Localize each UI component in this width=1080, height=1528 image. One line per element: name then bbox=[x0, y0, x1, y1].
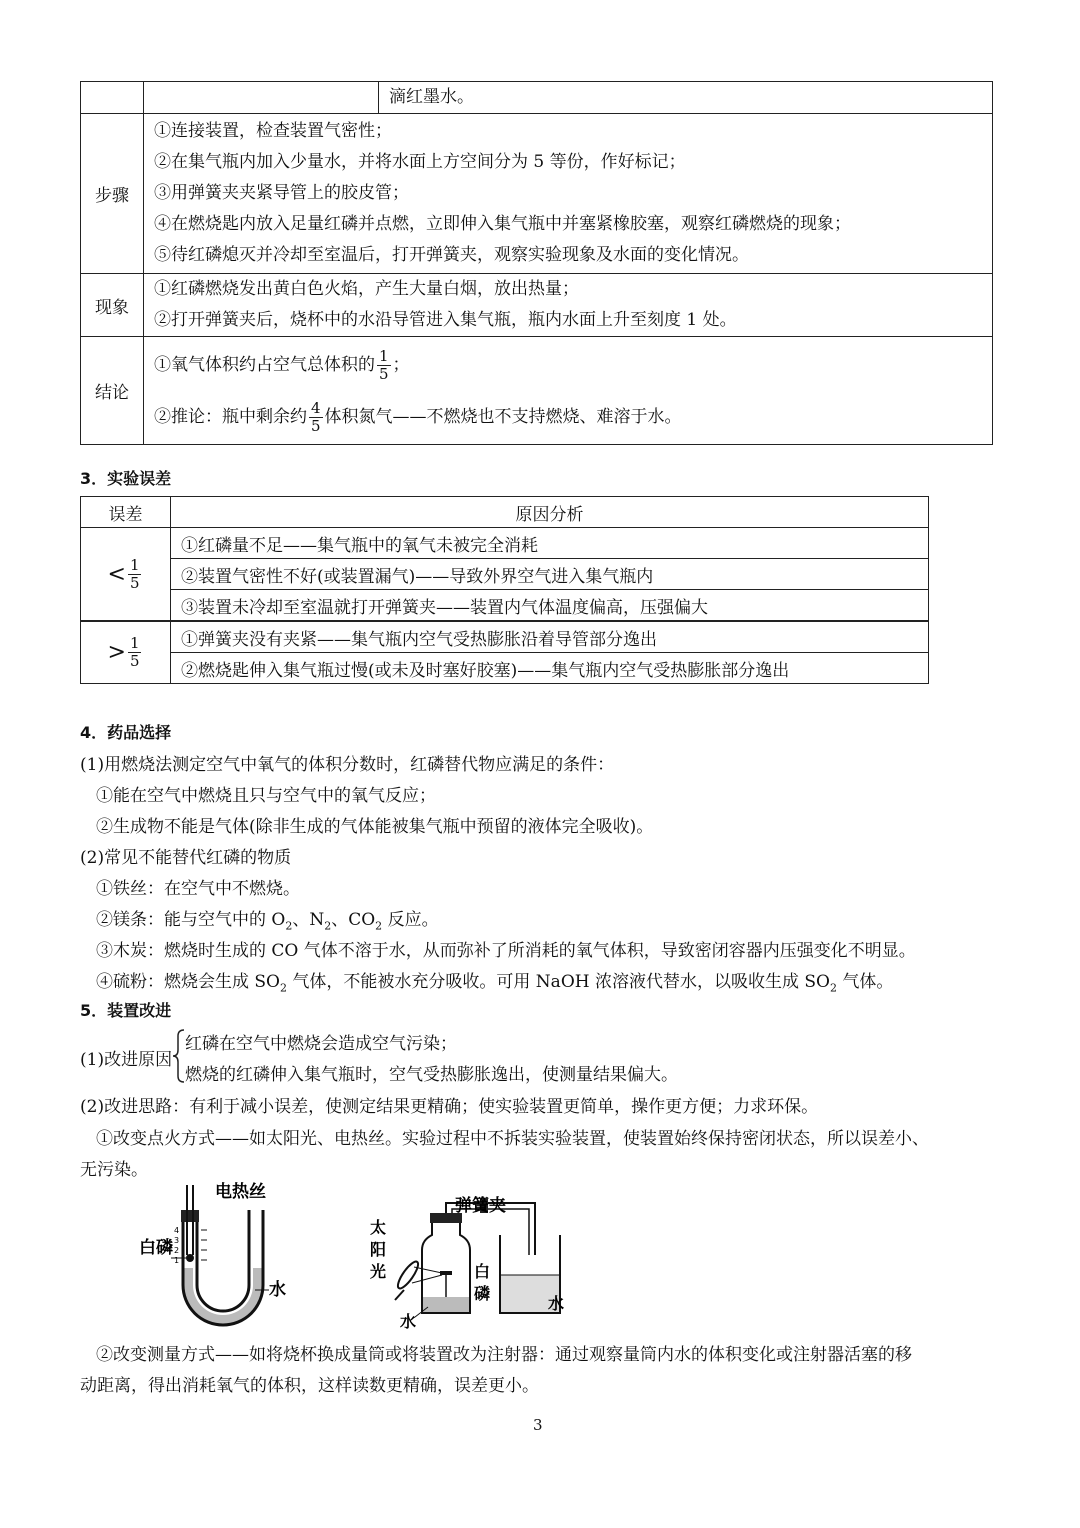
reason-header: 原因分析 bbox=[171, 497, 929, 528]
conclusion-label: 结论 bbox=[81, 337, 144, 445]
substance-magnesium: ②镁条：能与空气中的 $O_2$、$N_2$、$CO_2$ 反应。 bbox=[96, 910, 439, 933]
sun-label-2: 阳 bbox=[370, 1240, 387, 1259]
method-2-line-2: 动距离，得出消耗氧气的体积，这样读数更精确，误差更小。 bbox=[80, 1376, 539, 1396]
svg-text:4: 4 bbox=[174, 1226, 180, 1235]
section-4-heading: 4．药品选择 bbox=[80, 723, 172, 742]
phenomenon-1: ①红磷燃烧发出黄白色火焰，产生大量白烟，放出热量； bbox=[154, 279, 579, 299]
phenomenon-2: ②打开弹簧夹后，烧杯中的水沿导管进入集气瓶，瓶内水面上升至刻度 1 处。 bbox=[154, 310, 737, 330]
table-cell-red-ink: 滴红墨水。 bbox=[379, 82, 993, 114]
sun-label-1: 太 bbox=[370, 1218, 387, 1237]
greater-than-one-fifth: > $\frac{1}{5}$ bbox=[81, 621, 171, 684]
non-substitute-intro: (2)常见不能替代红磷的物质 bbox=[80, 848, 292, 868]
substance-sulfur: ④硫粉：燃烧会生成 $SO_2$ 气体，不能被水充分吸收。可用 NaOH 浓溶液代替水，以吸收生成 $SO_2$ 气体。 bbox=[96, 972, 894, 995]
phosphorus-label-1: 白 bbox=[474, 1262, 491, 1281]
substance-charcoal: ③木炭：燃烧时生成的 CO 气体不溶于水，从而弥补了所消耗的氧气体积，导致密闭容器内压强变化不明显。 bbox=[96, 941, 916, 961]
greater-reason-2: ②燃烧匙伸入集气瓶过慢(或未及时塞好胶塞)——集气瓶内空气受热膨胀部分逸出 bbox=[171, 653, 929, 684]
requirement-2: ②生成物不能是气体(除非生成的气体能被集气瓶中预留的液体完全吸收)。 bbox=[96, 817, 654, 837]
greater-reason-1: ①弹簧夹没有夹紧——集气瓶内空气受热膨胀沿着导管部分逸出 bbox=[171, 621, 929, 653]
phenomenon-label: 现象 bbox=[81, 274, 144, 337]
improve-reason-label: (1)改进原因 bbox=[80, 1050, 173, 1070]
substance-iron: ①铁丝：在空气中不燃烧。 bbox=[96, 879, 300, 899]
error-table bbox=[80, 496, 929, 684]
conclusion-cell bbox=[144, 337, 993, 445]
fraction-one-fifth: $\frac{1}{5}$ bbox=[379, 346, 389, 383]
water-label: 水 bbox=[269, 1280, 286, 1300]
brace-icon bbox=[172, 1028, 186, 1084]
step-5: ⑤待红磷熄灭并冷却至室温后，打开弹簧夹，观察实验现象及水面的变化情况。 bbox=[154, 245, 749, 265]
section-3-heading: 3．实验误差 bbox=[80, 469, 172, 488]
conclusion-2: ②推论：瓶中剩余约 $\frac{4}{5}$ 体积氮气——不燃烧也不支持燃烧、难溶于水。 bbox=[154, 398, 682, 435]
svg-text:1: 1 bbox=[174, 1256, 180, 1265]
less-reason-2: ②装置气密性不好(或装置漏气)——导致外界空气进入集气瓶内 bbox=[171, 559, 929, 590]
fraction-four-fifths: $\frac{4}{5}$ bbox=[311, 398, 321, 435]
improve-reason-1: 红磷在空气中燃烧会造成空气污染； bbox=[185, 1034, 457, 1054]
method-1-line-1: ①改变点火方式——如太阳光、电热丝。实验过程中不拆装实验装置，使装置始终保持密闭状态，所以误差小、 bbox=[96, 1129, 929, 1149]
step-1: ①连接装置，检查装置气密性； bbox=[154, 121, 392, 141]
water-label-left: 水 bbox=[400, 1312, 417, 1330]
step-2: ②在集气瓶内加入少量水，并将水面上方空间分为 5 等份，作好标记； bbox=[154, 152, 686, 172]
requirement-1: ①能在空气中燃烧且只与空气中的氧气反应； bbox=[96, 786, 436, 806]
conclusion-1: ①氧气体积约占空气总体积的 $\frac{1}{5}$ ； bbox=[154, 346, 410, 383]
phenomenon-cell bbox=[144, 274, 993, 337]
error-header: 误差 bbox=[81, 497, 171, 528]
steps-label: 步骤 bbox=[81, 114, 144, 274]
less-than-one-fifth: < $\frac{1}{5}$ bbox=[81, 528, 171, 622]
u-tube-apparatus-figure bbox=[125, 1180, 325, 1330]
less-reason-3: ③装置未冷却至室温就打开弹簧夹——装置内气体温度偏高，压强偏大 bbox=[171, 590, 929, 622]
svg-text:3: 3 bbox=[174, 1236, 180, 1245]
less-reason-1: ①红磷量不足——集气瓶中的氧气未被完全消耗 bbox=[171, 528, 929, 559]
svg-text:2: 2 bbox=[174, 1246, 180, 1255]
water-label-right: 水 bbox=[548, 1294, 565, 1313]
requirement-intro: (1)用燃烧法测定空气中氧气的体积分数时，红磷替代物应满足的条件： bbox=[80, 755, 615, 775]
phosphorus-label-2: 磷 bbox=[474, 1284, 491, 1303]
step-4: ④在燃烧匙内放入足量红磷并点燃，立即伸入集气瓶中并塞紧橡胶塞，观察红磷燃烧的现象； bbox=[154, 214, 851, 234]
wire-label: 电热丝 bbox=[215, 1182, 266, 1202]
improve-idea: (2)改进思路：有利于减小误差，使测定结果更精确；使实验装置更简单，操作更方便；力求环保。 bbox=[80, 1097, 819, 1117]
step-3: ③用弹簧夹夹紧导管上的胶皮管； bbox=[154, 183, 409, 203]
improve-reason-2: 燃烧的红磷伸入集气瓶时，空气受热膨胀逸出，使测量结果偏大。 bbox=[185, 1065, 678, 1085]
phosphorus-label: 白磷 bbox=[139, 1238, 173, 1258]
page-number: 3 bbox=[533, 1416, 543, 1434]
method-1-line-2: 无污染。 bbox=[80, 1160, 148, 1180]
steps-cell bbox=[144, 114, 993, 274]
method-2-line-1: ②改变测量方式——如将烧杯换成量筒或将装置改为注射器：通过观察量筒内水的体积变化或注射器活塞的移 bbox=[96, 1345, 912, 1365]
clamp-label: 弹簧夹 bbox=[455, 1196, 506, 1216]
experiment-table bbox=[80, 81, 993, 445]
sun-label-3: 光 bbox=[370, 1262, 387, 1281]
sunlight-apparatus-figure bbox=[360, 1195, 590, 1330]
section-5-heading: 5．装置改进 bbox=[80, 1001, 172, 1020]
